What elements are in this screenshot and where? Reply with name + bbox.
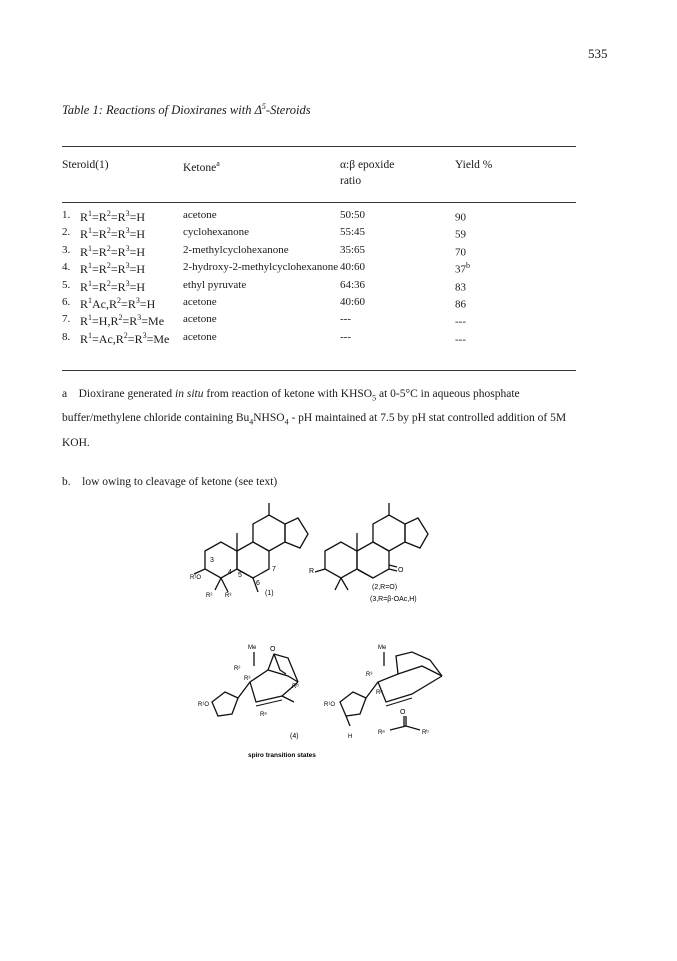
- ts-left-skeleton: [212, 652, 298, 716]
- s1-r2: R²: [206, 593, 213, 599]
- row-ratio: ---: [340, 330, 351, 343]
- s1-r3: R³: [225, 593, 232, 599]
- page-number: 535: [588, 46, 608, 61]
- ts-me-right: Me: [378, 645, 387, 651]
- ts-right-skeleton: [340, 652, 442, 730]
- s1-n7: 7: [272, 566, 276, 573]
- row-yield-sup: b: [466, 261, 470, 271]
- s2-o: O: [398, 567, 404, 574]
- table-row: [0, 209, 677, 227]
- header-ketone-sup: a: [216, 159, 220, 168]
- header-ketone: [183, 159, 220, 174]
- row-yield-value: 59: [455, 229, 466, 242]
- footnote-a-text: from reaction of ketone with KHSO: [203, 388, 373, 400]
- footnote-a-italic: in situ: [175, 388, 204, 400]
- row-yield: [455, 226, 466, 241]
- row-yield: [455, 244, 466, 259]
- s1-label: (1): [265, 590, 274, 597]
- header-steroid: Steroid(1): [62, 159, 109, 171]
- row-yield: [455, 209, 466, 224]
- steroid-structures-figure: [190, 500, 490, 615]
- ts-o2: O: [400, 709, 406, 716]
- footnote-a: [62, 384, 582, 453]
- s2-label2: (3,R=β-OAc,H): [370, 596, 417, 603]
- header-ketone-text: Ketone: [183, 161, 217, 174]
- header-ratio-line1: α:β epoxide: [340, 159, 395, 171]
- row-ratio: 55:45: [340, 226, 366, 239]
- footnote-b-label: b.: [62, 476, 71, 488]
- ts-r1o-left: R¹O: [198, 702, 209, 708]
- ts-label: (4): [290, 733, 299, 740]
- s2-label1: (2,R=O): [372, 584, 398, 591]
- header-yield: Yield %: [455, 159, 493, 171]
- caption-sup: 5: [261, 102, 266, 111]
- ts-ra2: Rᵃ: [378, 730, 385, 736]
- ts-r3: R³: [244, 676, 251, 682]
- footnote-a-text: NHSO: [253, 412, 285, 425]
- row-number: 1.: [62, 209, 71, 221]
- row-steroid: $R^1=R^2=R^3=H$: [80, 261, 146, 277]
- row-ratio: 40:60: [340, 296, 366, 308]
- footnote-a-sub: 4: [284, 417, 289, 427]
- row-ratio: 50:50: [340, 209, 366, 221]
- ts-h: H: [348, 734, 353, 740]
- table-row: [0, 244, 677, 262]
- caption-suffix: -Steroids: [265, 103, 311, 118]
- table-caption: [62, 102, 311, 118]
- ts-caption: spiro transition states: [248, 752, 316, 759]
- row-ratio: 40:60: [340, 261, 366, 274]
- row-steroid: $R^1=R^2=R^3=H$: [80, 226, 146, 242]
- footnote-a-text: at 0-5°C in aqueous phosphate buffer/methylene chloride containing Bu: [62, 388, 520, 425]
- s1-r1o: R¹O: [190, 575, 201, 581]
- row-ketone: acetone: [183, 313, 217, 326]
- steroid-2-double-bond: [358, 570, 373, 578]
- row-ratio: 35:65: [340, 243, 366, 256]
- row-yield-value: 90: [455, 211, 466, 224]
- caption-prefix: Table 1: Reactions of Dioxiranes with Δ: [62, 103, 262, 118]
- row-number: 4.: [62, 261, 71, 274]
- row-number: 8.: [62, 330, 71, 343]
- ts-rb-right: Rᵇ: [376, 690, 383, 696]
- row-ketone: ethyl pyruvate: [183, 278, 247, 291]
- row-yield-value: 86: [455, 298, 466, 311]
- row-yield: [455, 313, 466, 328]
- ts-r1o-right: R¹O: [324, 702, 335, 708]
- footnote-a-text: - pH maintained at 7.5 by pH stat controlled addition of 5M KOH.: [62, 412, 567, 449]
- footnote-a-label: a: [62, 388, 68, 400]
- header-ratio-line2: ratio: [340, 175, 362, 187]
- footnote-a-sub: 5: [372, 393, 377, 403]
- row-yield-value: ---: [455, 316, 466, 329]
- ts-right-double-bond: [386, 698, 412, 706]
- s2-r: R: [309, 568, 315, 575]
- ts-me-left: Me: [248, 645, 257, 651]
- table-row: [0, 226, 677, 244]
- row-ketone: cyclohexanone: [183, 226, 249, 239]
- row-yield-value: 37: [455, 263, 466, 276]
- row-ketone: acetone: [183, 209, 217, 221]
- ts-rb2: Rᵇ: [422, 730, 429, 736]
- ts-o: O: [270, 646, 276, 653]
- table-top-rule: [62, 146, 576, 147]
- ts-r2: R²: [234, 666, 241, 672]
- row-steroid: $R^1=Ac,R^2=R^3=Me$: [80, 330, 170, 346]
- row-steroid: $R^1=R^2=R^3=H$: [80, 209, 146, 224]
- row-ketone: acetone: [183, 330, 217, 343]
- table-row: [0, 261, 677, 279]
- row-yield: [455, 261, 470, 276]
- row-ketone: 2-hydroxy-2-methylcyclohexanone: [183, 261, 339, 274]
- row-ratio: 64:36: [340, 278, 366, 291]
- row-yield-value: 70: [455, 246, 466, 259]
- row-number: 5.: [62, 278, 71, 291]
- table-row: [0, 313, 677, 331]
- row-yield: [455, 296, 466, 311]
- ts-ra: Rᵃ: [260, 712, 267, 718]
- s1-n3: 3: [210, 557, 214, 564]
- ts-r3-right: R³: [366, 672, 373, 678]
- row-yield: [455, 279, 466, 294]
- row-ratio: ---: [340, 313, 351, 326]
- row-ketone: acetone: [183, 296, 217, 308]
- steroid-1-skeleton: [194, 503, 308, 592]
- s1-n4: 4: [228, 569, 232, 576]
- row-steroid: $R^1=R^2=R^3=H$: [80, 243, 146, 259]
- row-ketone: 2-methylcyclohexanone: [183, 243, 289, 256]
- row-yield-value: ---: [455, 333, 466, 346]
- s1-n5: 5: [238, 572, 242, 579]
- header-ratio: [340, 159, 394, 187]
- row-yield: [455, 331, 466, 346]
- row-number: 2.: [62, 226, 71, 239]
- row-yield-value: 83: [455, 281, 466, 294]
- table-row: [0, 331, 677, 349]
- table-header-rule: [62, 202, 576, 203]
- table-row: [0, 296, 677, 314]
- row-steroid: $R^1Ac,R^2=R^3=H$: [80, 296, 156, 311]
- footnote-b: [62, 472, 582, 492]
- ts-rb: Rᵇ: [292, 684, 299, 690]
- row-steroid: $R^1=R^2=R^3=H$: [80, 278, 146, 294]
- table-bottom-rule: [62, 370, 576, 371]
- s1-n6: 6: [256, 580, 260, 587]
- spiro-transition-states-figure: [190, 630, 460, 760]
- footnote-a-sub: 4: [249, 417, 254, 427]
- row-number: 7.: [62, 313, 71, 326]
- row-number: 6.: [62, 296, 71, 308]
- row-steroid: $R^1=H,R^2=R^3=Me$: [80, 313, 165, 329]
- table-row: [0, 279, 677, 297]
- footnote-b-text: low owing to cleavage of ketone (see text): [82, 476, 278, 488]
- footnote-a-text: Dioxirane generated: [78, 388, 176, 400]
- row-number: 3.: [62, 243, 71, 256]
